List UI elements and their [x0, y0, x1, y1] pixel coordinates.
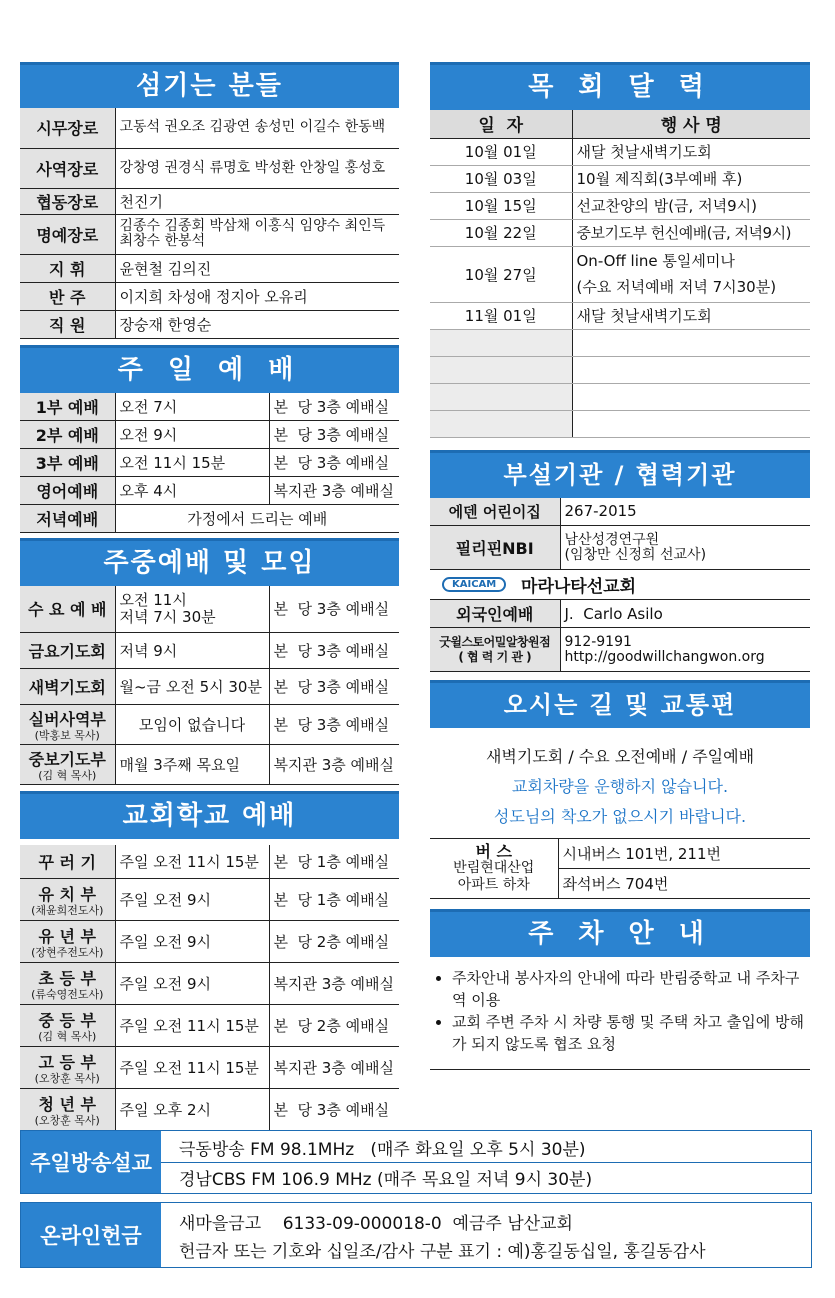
affiliate-value: 267-2015	[560, 498, 810, 526]
calendar-date: 10월 22일	[430, 219, 572, 246]
department-label: 꾸 러 기	[20, 845, 115, 879]
parking-item: • 교회 주변 주차 시 차량 통행 및 주택 차고 출입에 방해가 되지 않도록 협조 요청	[452, 1011, 804, 1055]
service-label: 2부 예배	[20, 421, 115, 449]
midweek-table	[20, 586, 399, 785]
department-label: 초 등 부 (류숙영전도사)	[20, 963, 115, 1005]
department-time: 주일 오전 11시 15분	[115, 845, 269, 879]
department-label: 고 등 부 (오창훈 목사)	[20, 1047, 115, 1089]
officer-label: 명예장로	[20, 214, 115, 254]
officer-label: 시무장로	[20, 108, 115, 148]
department-teacher: (오창훈 목사)	[34, 1072, 100, 1085]
affiliates-table	[430, 498, 810, 673]
meeting-place: 복지관 3층 예배실	[269, 744, 399, 784]
bus-label: 버 스	[475, 842, 512, 861]
transport-line: 새벽기도회 / 수요 오전예배 / 주일예배	[485, 747, 755, 766]
offering-line: 헌금자 또는 기호와 십일조/감사 구분 표기 : 예)홍길동십일, 홍길동감사	[179, 1242, 706, 1262]
meeting-leader: (김 혁 목사)	[38, 768, 97, 782]
calendar-event-header: 행 사 명	[572, 110, 810, 138]
service-place: 본 당 3층 예배실	[269, 393, 399, 421]
officer-label: 사역장로	[20, 148, 115, 188]
department-time: 주일 오전 11시 15분	[115, 1005, 269, 1047]
department-teacher: (류숙영전도사)	[31, 988, 104, 1001]
department-place: 본 당 2층 예배실	[269, 1005, 399, 1047]
calendar-date: 10월 03일	[430, 165, 572, 192]
meeting-label: 중보기도부 (김 혁 목사)	[20, 744, 115, 784]
meeting-label: 금요기도회	[20, 632, 115, 668]
officer-label: 협동장로	[20, 188, 115, 214]
calendar-event: 새달 첫날새벽기도회	[572, 302, 810, 329]
bus-route: 시내버스 101번, 211번	[558, 839, 810, 869]
affiliate-value: 남산성경연구원 (임창만 신정희 선교사)	[560, 526, 810, 570]
calendar-event: On-Off line 통일세미나 (수요 저녁예배 저녁 7시30분)	[572, 246, 810, 302]
officer-names: 고동석 권오조 김광연 송성민 이길수 한동백	[115, 108, 399, 148]
department-label: 유 치 부 (채윤희전도사)	[20, 879, 115, 921]
officer-names: 강창영 권경식 류명호 박성환 안창일 홍성호	[115, 148, 399, 188]
service-label: 1부 예배	[20, 393, 115, 421]
calendar-empty-event	[572, 383, 810, 410]
affiliate-logo-row	[430, 570, 810, 600]
bus-route: 좌석버스 704번	[562, 875, 669, 893]
calendar-date: 11월 01일	[430, 302, 572, 329]
officer-label: 직 원	[20, 310, 115, 338]
officer-names: 윤현철 김의진	[115, 254, 399, 282]
broadcast-line: 경남CBS FM 106.9 MHz (매주 목요일 저녁 9시 30분)	[179, 1170, 593, 1190]
service-place: 본 당 3층 예배실	[269, 449, 399, 477]
service-label: 저녁예배	[20, 505, 115, 533]
department-place: 본 당 1층 예배실	[269, 845, 399, 879]
transport-line: 성도님의 착오가 없으시기 바랍니다.	[493, 807, 747, 826]
meeting-place: 본 당 3층 예배실	[269, 632, 399, 668]
meeting-time: 모임이 없습니다	[115, 704, 269, 744]
department-place: 본 당 3층 예배실	[269, 1089, 399, 1131]
affiliate-value: J. Carlo Asilo	[560, 600, 810, 628]
calendar-empty-date	[430, 383, 572, 410]
right-column	[430, 62, 810, 1070]
kaicam-logo: KAICAM	[442, 577, 506, 592]
department-time: 주일 오전 9시	[115, 921, 269, 963]
meeting-time: 매월 3주째 목요일	[115, 744, 269, 784]
department-teacher: (장현주전도사)	[31, 946, 104, 959]
affiliate-mission-name: 마라나타선교회	[521, 577, 636, 597]
meeting-label: 새벽기도회	[20, 668, 115, 704]
broadcast-divider	[161, 1162, 811, 1163]
midweek-title: 주중예배 및 모임	[20, 538, 399, 586]
offering-bar	[20, 1202, 812, 1268]
affiliates-title: 부설기관 / 협력기관	[430, 450, 810, 498]
broadcast-bar	[20, 1130, 812, 1194]
affiliate-label: 필리핀NBI	[430, 526, 560, 570]
service-place: 복지관 3층 예배실	[269, 477, 399, 505]
calendar-table	[430, 110, 810, 438]
calendar-event: 선교찬양의 밤(금, 저녁9시)	[572, 192, 810, 219]
calendar-empty-event	[572, 410, 810, 437]
meeting-label: 수 요 예 배	[20, 586, 115, 632]
meeting-label: 실버사역부 (박홍보 목사)	[20, 704, 115, 744]
service-time: 오후 4시	[115, 477, 269, 505]
department-time: 주일 오전 11시 15분	[115, 1047, 269, 1089]
bus-label-cell	[430, 839, 558, 899]
transport-line: 교회차량을 운행하지 않습니다.	[511, 777, 729, 796]
service-time: 오전 7시	[115, 393, 269, 421]
bus-stop: 반림현대산업 아파트 하차	[453, 860, 535, 893]
calendar-date: 10월 15일	[430, 192, 572, 219]
service-label: 3부 예배	[20, 449, 115, 477]
offering-line: 새마을금고 6133-09-000018-0 예금주 남산교회	[179, 1214, 573, 1234]
service-place: 본 당 3층 예배실	[269, 421, 399, 449]
affiliate-value: 912-9191 http://goodwillchangwon.org	[560, 628, 810, 672]
calendar-empty-event	[572, 356, 810, 383]
calendar-date: 10월 27일	[430, 246, 572, 302]
affiliate-label: 굿윌스토어밀알창원점 ( 협 력 기 관 )	[430, 628, 560, 672]
transport-notice	[430, 728, 810, 832]
transport-title: 오시는 길 및 교통편	[430, 680, 810, 728]
meeting-place: 본 당 3층 예배실	[269, 668, 399, 704]
parking-item: • 주차안내 봉사자의 안내에 따라 반림중학교 내 주차구역 이용	[452, 967, 804, 1011]
service-time: 오전 11시 15분	[115, 449, 269, 477]
department-teacher: (채윤희전도사)	[31, 904, 104, 917]
officer-names: 장숭재 한영순	[115, 310, 399, 338]
officers-title: 섬기는 분들	[20, 62, 399, 108]
calendar-event: 새달 첫날새벽기도회	[572, 138, 810, 165]
sunday-table	[20, 393, 399, 534]
calendar-event: 10월 제직회(3부예배 후)	[572, 165, 810, 192]
broadcast-label: 주일방송설교	[21, 1131, 161, 1193]
department-place: 본 당 1층 예배실	[269, 879, 399, 921]
officer-label: 반 주	[20, 282, 115, 310]
meeting-time: 저녁 9시	[115, 632, 269, 668]
calendar-empty-date	[430, 329, 572, 356]
affiliate-label: 에덴 어린이집	[430, 498, 560, 526]
offering-label: 온라인헌금	[21, 1203, 161, 1267]
department-place: 복지관 3층 예배실	[269, 1047, 399, 1089]
officer-names: 천진기	[115, 188, 399, 214]
calendar-empty-event	[572, 329, 810, 356]
parking-title: 주 차 안 내	[430, 909, 810, 957]
department-time: 주일 오전 9시	[115, 879, 269, 921]
left-column	[20, 62, 399, 1131]
department-place: 복지관 3층 예배실	[269, 963, 399, 1005]
calendar-title: 목 회 달 력	[430, 62, 810, 110]
meeting-place: 본 당 3층 예배실	[269, 704, 399, 744]
school-title: 교회학교 예배	[20, 791, 399, 839]
parking-list	[430, 967, 810, 1070]
service-label: 영어예배	[20, 477, 115, 505]
department-label: 청 년 부 (오창훈 목사)	[20, 1089, 115, 1131]
broadcast-line: 극동방송 FM 98.1MHz (매주 화요일 오후 5시 30분)	[179, 1140, 586, 1160]
officer-label: 지 휘	[20, 254, 115, 282]
department-time: 주일 오후 2시	[115, 1089, 269, 1131]
department-label: 유 년 부 (장현주전도사)	[20, 921, 115, 963]
department-teacher: (김 혁 목사)	[38, 1030, 97, 1043]
bus-table	[430, 838, 810, 899]
calendar-empty-date	[430, 356, 572, 383]
meeting-place: 본 당 3층 예배실	[269, 586, 399, 632]
department-teacher: (오창훈 목사)	[34, 1114, 100, 1127]
school-table	[20, 845, 399, 1132]
calendar-empty-date	[430, 410, 572, 437]
meeting-time: 월~금 오전 5시 30분	[115, 668, 269, 704]
calendar-event: 중보기도부 헌신예배(금, 저녁9시)	[572, 219, 810, 246]
officer-names: 김종수 김종회 박삼채 이홍식 임양수 최인득 최창수 한봉석	[115, 214, 399, 254]
affiliate-label: 외국인예배	[430, 600, 560, 628]
meeting-leader: (박홍보 목사)	[34, 728, 100, 742]
officers-table	[20, 108, 399, 339]
department-time: 주일 오전 9시	[115, 963, 269, 1005]
officer-names: 이지희 차성애 정지아 오유리	[115, 282, 399, 310]
department-place: 본 당 2층 예배실	[269, 921, 399, 963]
sunday-title: 주 일 예 배	[20, 345, 399, 393]
calendar-date: 10월 01일	[430, 138, 572, 165]
meeting-time: 오전 11시 저녁 7시 30분	[115, 586, 269, 632]
calendar-date-header: 일 자	[430, 110, 572, 138]
evening-note: 가정에서 드리는 예배	[115, 505, 399, 533]
service-time: 오전 9시	[115, 421, 269, 449]
department-label: 중 등 부 (김 혁 목사)	[20, 1005, 115, 1047]
